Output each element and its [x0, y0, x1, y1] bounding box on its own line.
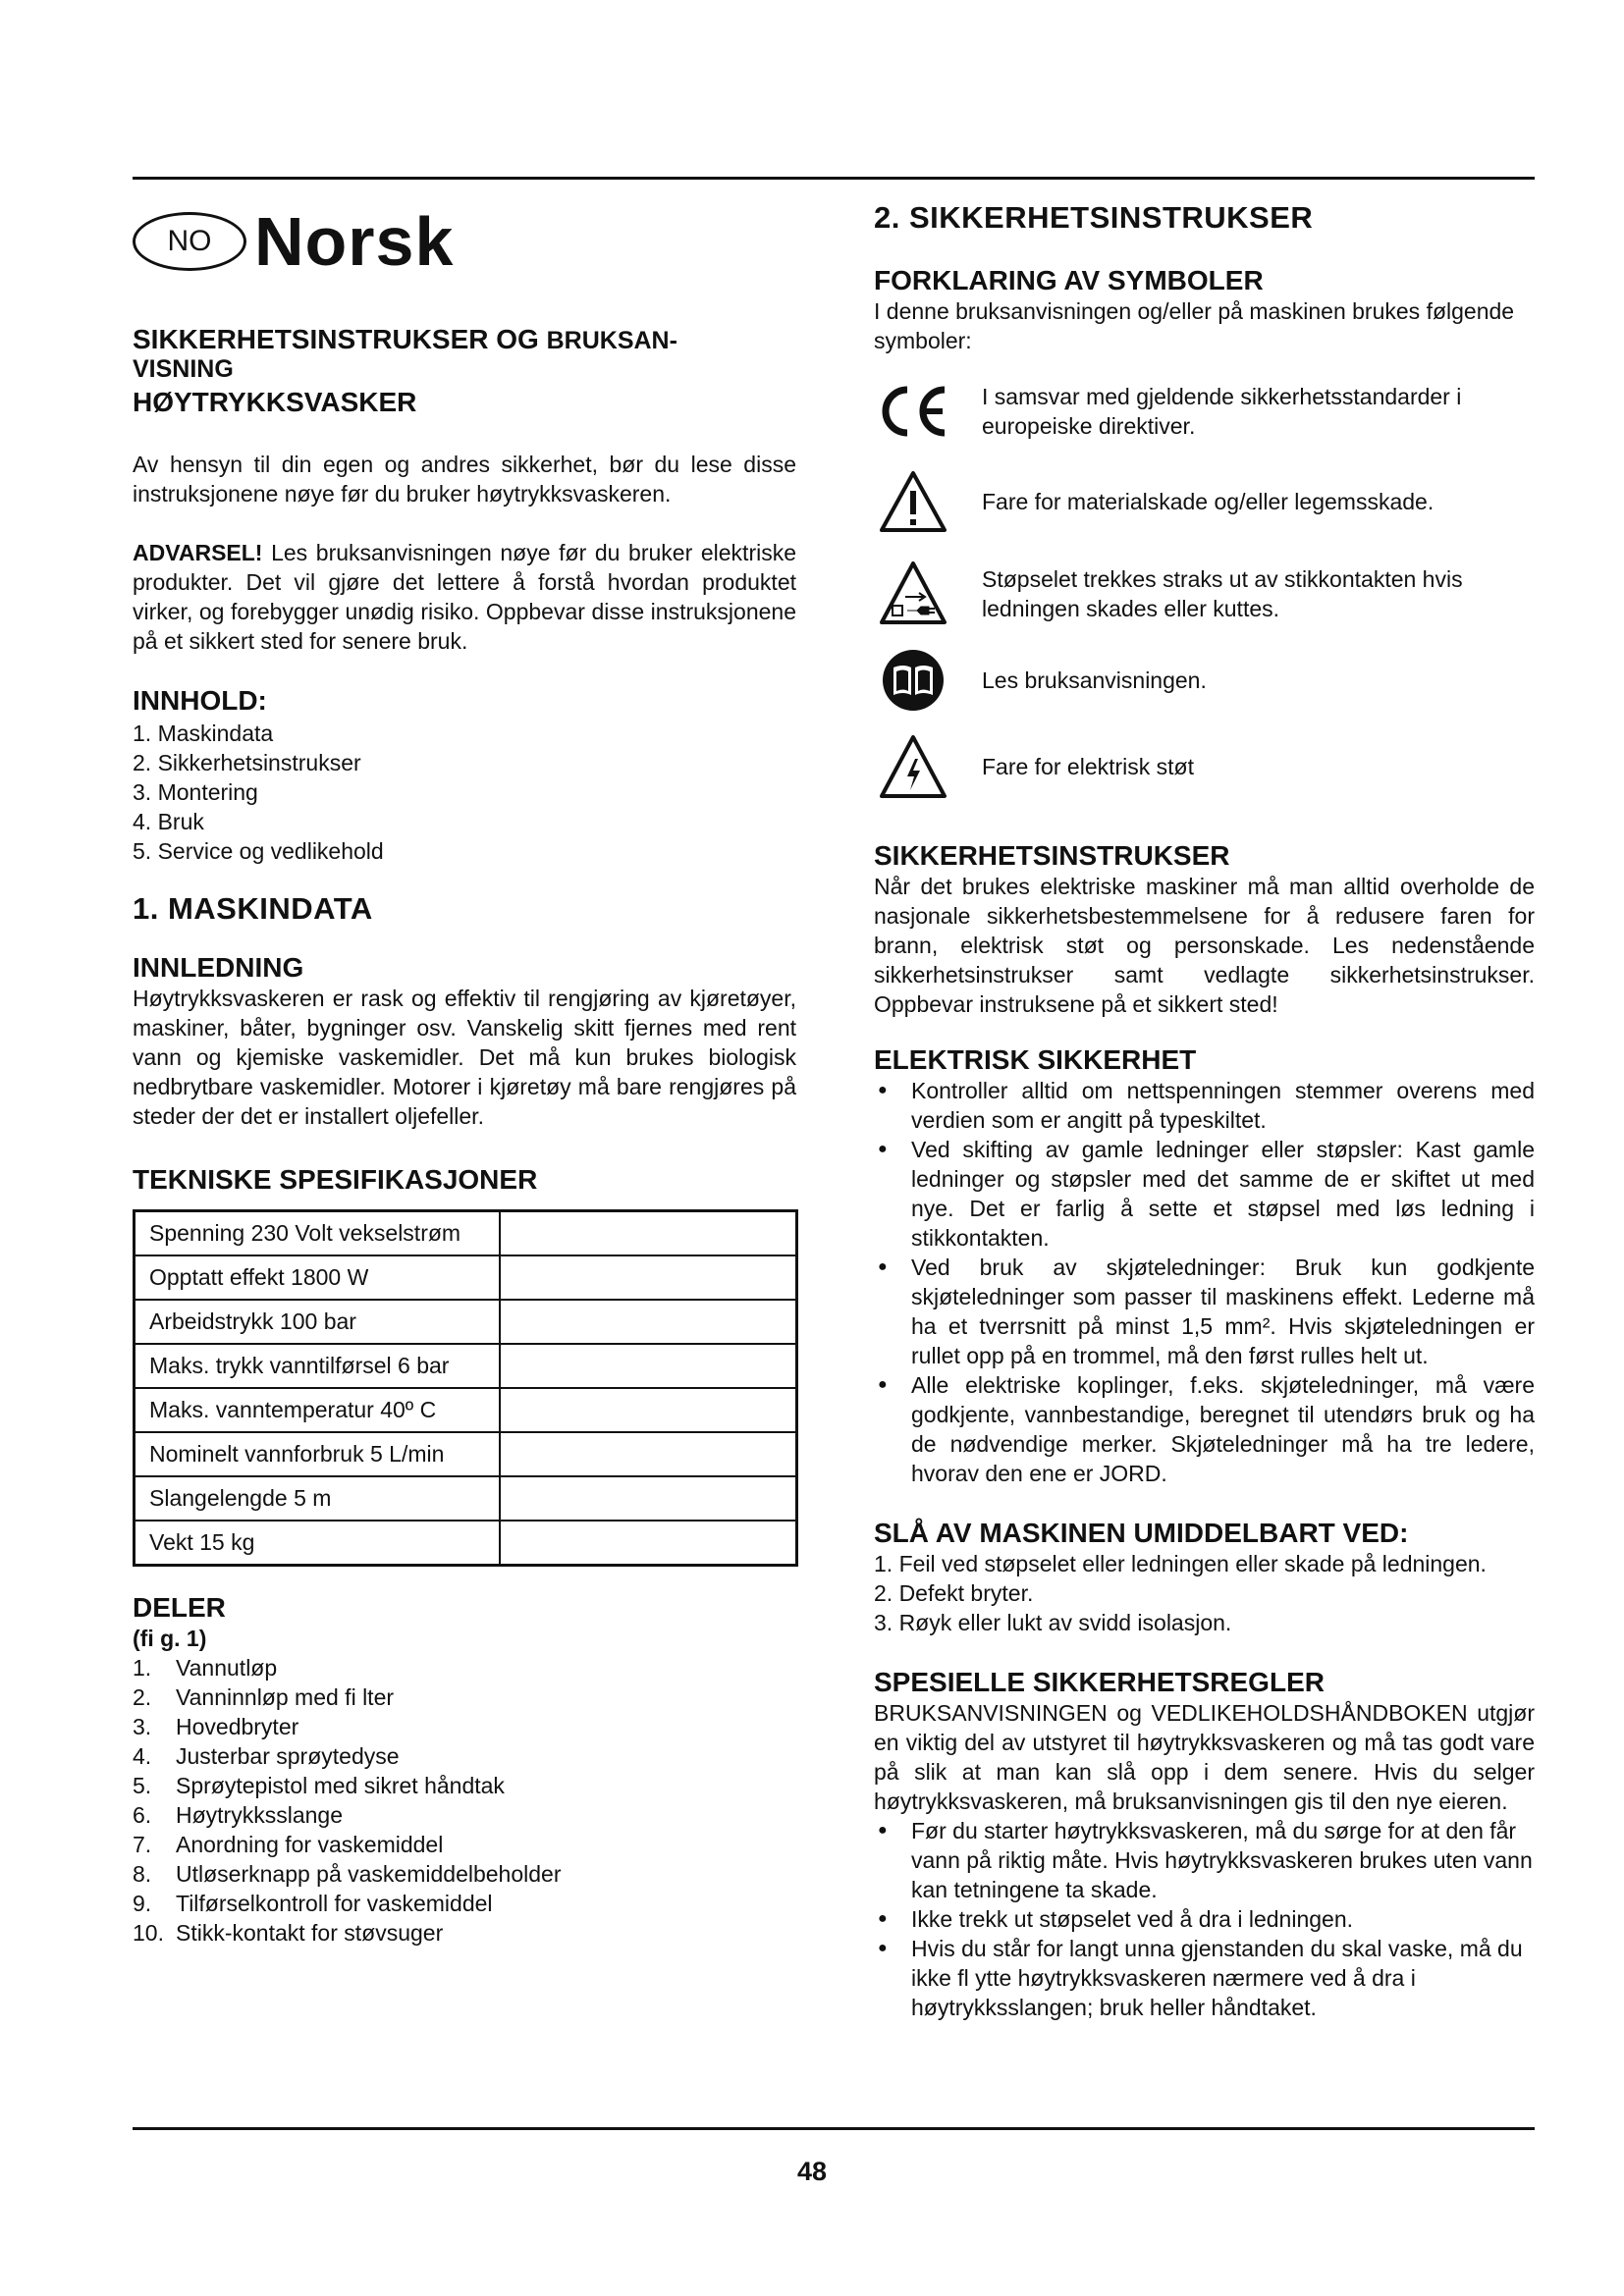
spec-cell: Opptatt effekt 1800 W	[135, 1255, 501, 1300]
left-column	[133, 192, 796, 1948]
symbol-text: Fare for elektrisk støt	[982, 754, 1194, 779]
list-item: ● Hvis du står for langt unna gjenstanden du skal vaske, må du ikke fl ytte høytrykksvaskeren nærmere ved å dra i høytrykksslangen; bruk heller håndtaket.	[874, 1934, 1535, 2022]
empty-cell	[500, 1255, 797, 1300]
section2-heading: 2. SIKKERHETSINSTRUKSER	[874, 200, 1314, 235]
intro-paragraph: Av hensyn til din egen og andres sikkerhet, bør du lese disse instruksjonene nøye før du bruker høytrykksvaskeren.	[133, 452, 796, 507]
spec-cell: Nominelt vannforbruk 5 L/min	[135, 1432, 501, 1476]
spec-cell: Vekt 15 kg	[135, 1521, 501, 1566]
part-number: 4.	[133, 1743, 152, 1769]
symbol-text: Les bruksanvisningen.	[982, 667, 1207, 693]
part-number: 3.	[133, 1714, 152, 1739]
stop-list	[874, 1549, 1535, 1637]
list-item	[133, 1682, 796, 1712]
list-item: ● Alle elektriske koplinger, f.eks. skjøteledninger, må være godkjente, vannbestandige, beregnet til utendørs bruk og ha de nødvendige merker. Skjøteledninger må ha tre ledere, hvorav den ene er JORD.	[874, 1370, 1535, 1488]
list-item	[133, 1830, 796, 1859]
empty-cell	[500, 1300, 797, 1344]
special-text: BRUKSANVISNINGEN og VEDLIKEHOLDSHÅNDBOKEN utgjør en viktig del av utstyret til høytrykksvaskeren og må tas godt vare på slik at man kan slå opp i dem senere. Hvis du selger høytrykksvaskeren, må bruksanvisningen gis til den nye eieren.	[874, 1700, 1535, 1814]
specs-heading: TEKNISKE SPESIFIKASJONER	[133, 1164, 538, 1195]
list-item	[133, 1918, 796, 1948]
spec-cell: Spenning 230 Volt vekselstrøm	[135, 1211, 501, 1256]
part-name: Høytrykksslange	[176, 1802, 343, 1828]
part-name: Tilførselkontroll for vaskemiddel	[176, 1891, 493, 1916]
introduction-text: Høytrykksvaskeren er rask og effektiv til rengjøring av kjøretøyer, maskiner, båter, bygninger osv. Vanskelig skitt fjernes med rent vann og kjemiske vaskemidler. Det må kun brukes biologisk nedbrytbare vaskemidler. Motorer i kjøretøy må bare rengjøres på steder der det er installert oljefeller.	[133, 986, 796, 1129]
symbol-text: I samsvar med gjeldende sikkerhetsstandarder i europeiske direktiver.	[982, 384, 1462, 439]
top-rule	[133, 177, 1535, 180]
electric-shock-icon	[874, 732, 952, 801]
part-name: Hovedbryter	[176, 1714, 299, 1739]
symbol-row-warning	[874, 467, 1535, 536]
spec-cell: Slangelengde 5 m	[135, 1476, 501, 1521]
language-title: Norsk	[254, 203, 455, 280]
right-column	[874, 192, 1535, 2022]
spec-cell: Arbeidstrykk 100 bar	[135, 1300, 501, 1344]
empty-cell	[500, 1521, 797, 1566]
introduction-heading: INNLEDNING	[133, 952, 304, 983]
electric-safety-heading: ELEKTRISK SIKKERHET	[874, 1044, 1197, 1075]
list-item: 1. Feil ved støpselet eller ledningen eller skade på ledningen.	[874, 1551, 1487, 1576]
title-part1: SIKKERHETSINSTRUKSER OG	[133, 324, 539, 354]
part-number: 10.	[133, 1920, 164, 1946]
page-number: 48	[796, 2157, 828, 2186]
empty-cell	[500, 1211, 797, 1256]
list-item: ● Kontroller alltid om nettspenningen stemmer overens med verdien som er angitt på typeskiltet.	[874, 1076, 1535, 1135]
title-line2: VISNING	[133, 355, 234, 383]
document-subtitle: HØYTRYKKSVASKER	[133, 387, 417, 417]
list-item	[133, 1653, 796, 1682]
contents-item: 5. Service og vedlikehold	[133, 838, 384, 864]
warning-text: Les bruksanvisningen nøye før du bruker elektriske produkter. Det vil gjøre det lettere å forstå hvordan produktet virker, og forebygger unødig risiko. Oppbevar disse instruksjonene på et sikkert sted for senere bruk.	[133, 540, 796, 654]
parts-list	[133, 1653, 796, 1948]
part-number: 8.	[133, 1861, 152, 1887]
bottom-rule	[133, 2127, 1535, 2130]
spec-cell: Maks. trykk vanntilførsel 6 bar	[135, 1344, 501, 1388]
title-part2: BRUKSAN-	[546, 327, 677, 354]
part-number: 5.	[133, 1773, 152, 1798]
list-item	[133, 1712, 796, 1741]
table-row	[135, 1388, 797, 1432]
list-item	[133, 1741, 796, 1771]
table-row	[135, 1476, 797, 1521]
contents-list	[133, 719, 796, 866]
empty-cell	[500, 1388, 797, 1432]
unplug-warning-icon	[874, 560, 952, 628]
contents-item: 4. Bruk	[133, 809, 204, 834]
part-number: 7.	[133, 1832, 152, 1857]
list-item: 3. Røyk eller lukt av svidd isolasjon.	[874, 1610, 1232, 1635]
read-manual-icon	[874, 646, 952, 715]
list-item: ● Ved skifting av gamle ledninger eller støpsler: Kast gamle ledninger og støpsler med det samme de er skiftet ut med nye. Det er farlig å sette et støpsel med løs ledning i stikkontakten.	[874, 1135, 1535, 1253]
part-name: Utløserknapp på vaskemiddelbeholder	[176, 1861, 562, 1887]
symbol-row-electric	[874, 732, 1535, 801]
part-name: Vanninnløp med fi lter	[176, 1684, 395, 1710]
part-number: 6.	[133, 1802, 152, 1828]
ce-mark-icon	[874, 377, 952, 446]
table-row	[135, 1255, 797, 1300]
contents-item: 3. Montering	[133, 779, 258, 805]
section1-heading: 1. MASKINDATA	[133, 891, 373, 926]
list-item	[133, 1800, 796, 1830]
safety-heading: SIKKERHETSINSTRUKSER	[874, 840, 1230, 871]
symbols-heading: FORKLARING AV SYMBOLER	[874, 265, 1264, 295]
warning-paragraph	[133, 538, 796, 656]
part-number: 2.	[133, 1684, 152, 1710]
list-item	[133, 1771, 796, 1800]
parts-heading: DELER	[133, 1592, 226, 1623]
list-item	[133, 1859, 796, 1889]
symbol-row-unplug	[874, 560, 1535, 628]
symbols-intro: I denne bruksanvisningen og/eller på maskinen brukes følgende symboler:	[874, 298, 1515, 353]
table-row	[135, 1521, 797, 1566]
symbol-row-manual	[874, 646, 1535, 715]
contents-heading: INNHOLD:	[133, 685, 267, 716]
part-name: Sprøytepistol med sikret håndtak	[176, 1773, 505, 1798]
symbol-text: Støpselet trekkes straks ut av stikkontakten hvis ledningen skades eller kuttes.	[982, 566, 1463, 621]
list-item: ● Ved bruk av skjøteledninger: Bruk kun godkjente skjøteledninger som passer til maskinens effekt. Lederne må ha et tverrsnitt på minst 1,5 mm². Hvis skjøteledningen er rullet opp på en trommel, må den først rulles helt ut.	[874, 1253, 1535, 1370]
list-item	[133, 1889, 796, 1918]
list-item: ● Ikke trekk ut støpselet ved å dra i ledningen.	[874, 1904, 1535, 1934]
part-name: Justerbar sprøytedyse	[176, 1743, 400, 1769]
document-title	[133, 326, 796, 383]
table-row	[135, 1344, 797, 1388]
part-number: 1.	[133, 1655, 152, 1681]
special-heading: SPESIELLE SIKKERHETSREGLER	[874, 1667, 1325, 1697]
warning-label: ADVARSEL!	[133, 540, 263, 565]
empty-cell	[500, 1476, 797, 1521]
table-row	[135, 1211, 797, 1256]
list-item: 2. Defekt bryter.	[874, 1580, 1034, 1606]
table-row	[135, 1300, 797, 1344]
warning-triangle-icon	[874, 467, 952, 536]
part-name: Vannutløp	[176, 1655, 278, 1681]
electric-safety-list	[874, 1076, 1535, 1488]
part-number: 9.	[133, 1891, 152, 1916]
safety-text: Når det brukes elektriske maskiner må man alltid overholde de nasjonale sikkerhetsbestemmelsene for å redusere faren for brann, elektrisk støt og personskade. Les nedenstående sikkerhetsinstrukser samt vedlagte sikkerhetsinstrukser. Oppbevar instruksene på et sikkert sted!	[874, 874, 1535, 1017]
stop-heading: SLÅ AV MASKINEN UMIDDELBART VED:	[874, 1518, 1409, 1548]
part-name: Stikk-kontakt for støvsuger	[176, 1920, 444, 1946]
part-name: Anordning for vaskemiddel	[176, 1832, 444, 1857]
special-list	[874, 1816, 1535, 2022]
empty-cell	[500, 1432, 797, 1476]
list-item: ● Før du starter høytrykksvaskeren, må du sørge for at den får vann på riktig måte. Hvis høytrykksvaskeren brukes uten vann kan tetningene ta skade.	[874, 1816, 1535, 1904]
symbol-text: Fare for materialskade og/eller legemsskade.	[982, 489, 1435, 514]
contents-item: 1. Maskindata	[133, 721, 274, 746]
contents-item: 2. Sikkerhetsinstrukser	[133, 750, 361, 775]
empty-cell	[500, 1344, 797, 1388]
parts-figure-ref: (fi g. 1)	[133, 1626, 207, 1651]
language-badge: NO	[133, 212, 246, 271]
spec-cell: Maks. vanntemperatur 40º C	[135, 1388, 501, 1432]
table-row	[135, 1432, 797, 1476]
language-header	[133, 192, 796, 291]
specs-table	[133, 1209, 798, 1567]
symbol-row-ce	[874, 377, 1535, 446]
